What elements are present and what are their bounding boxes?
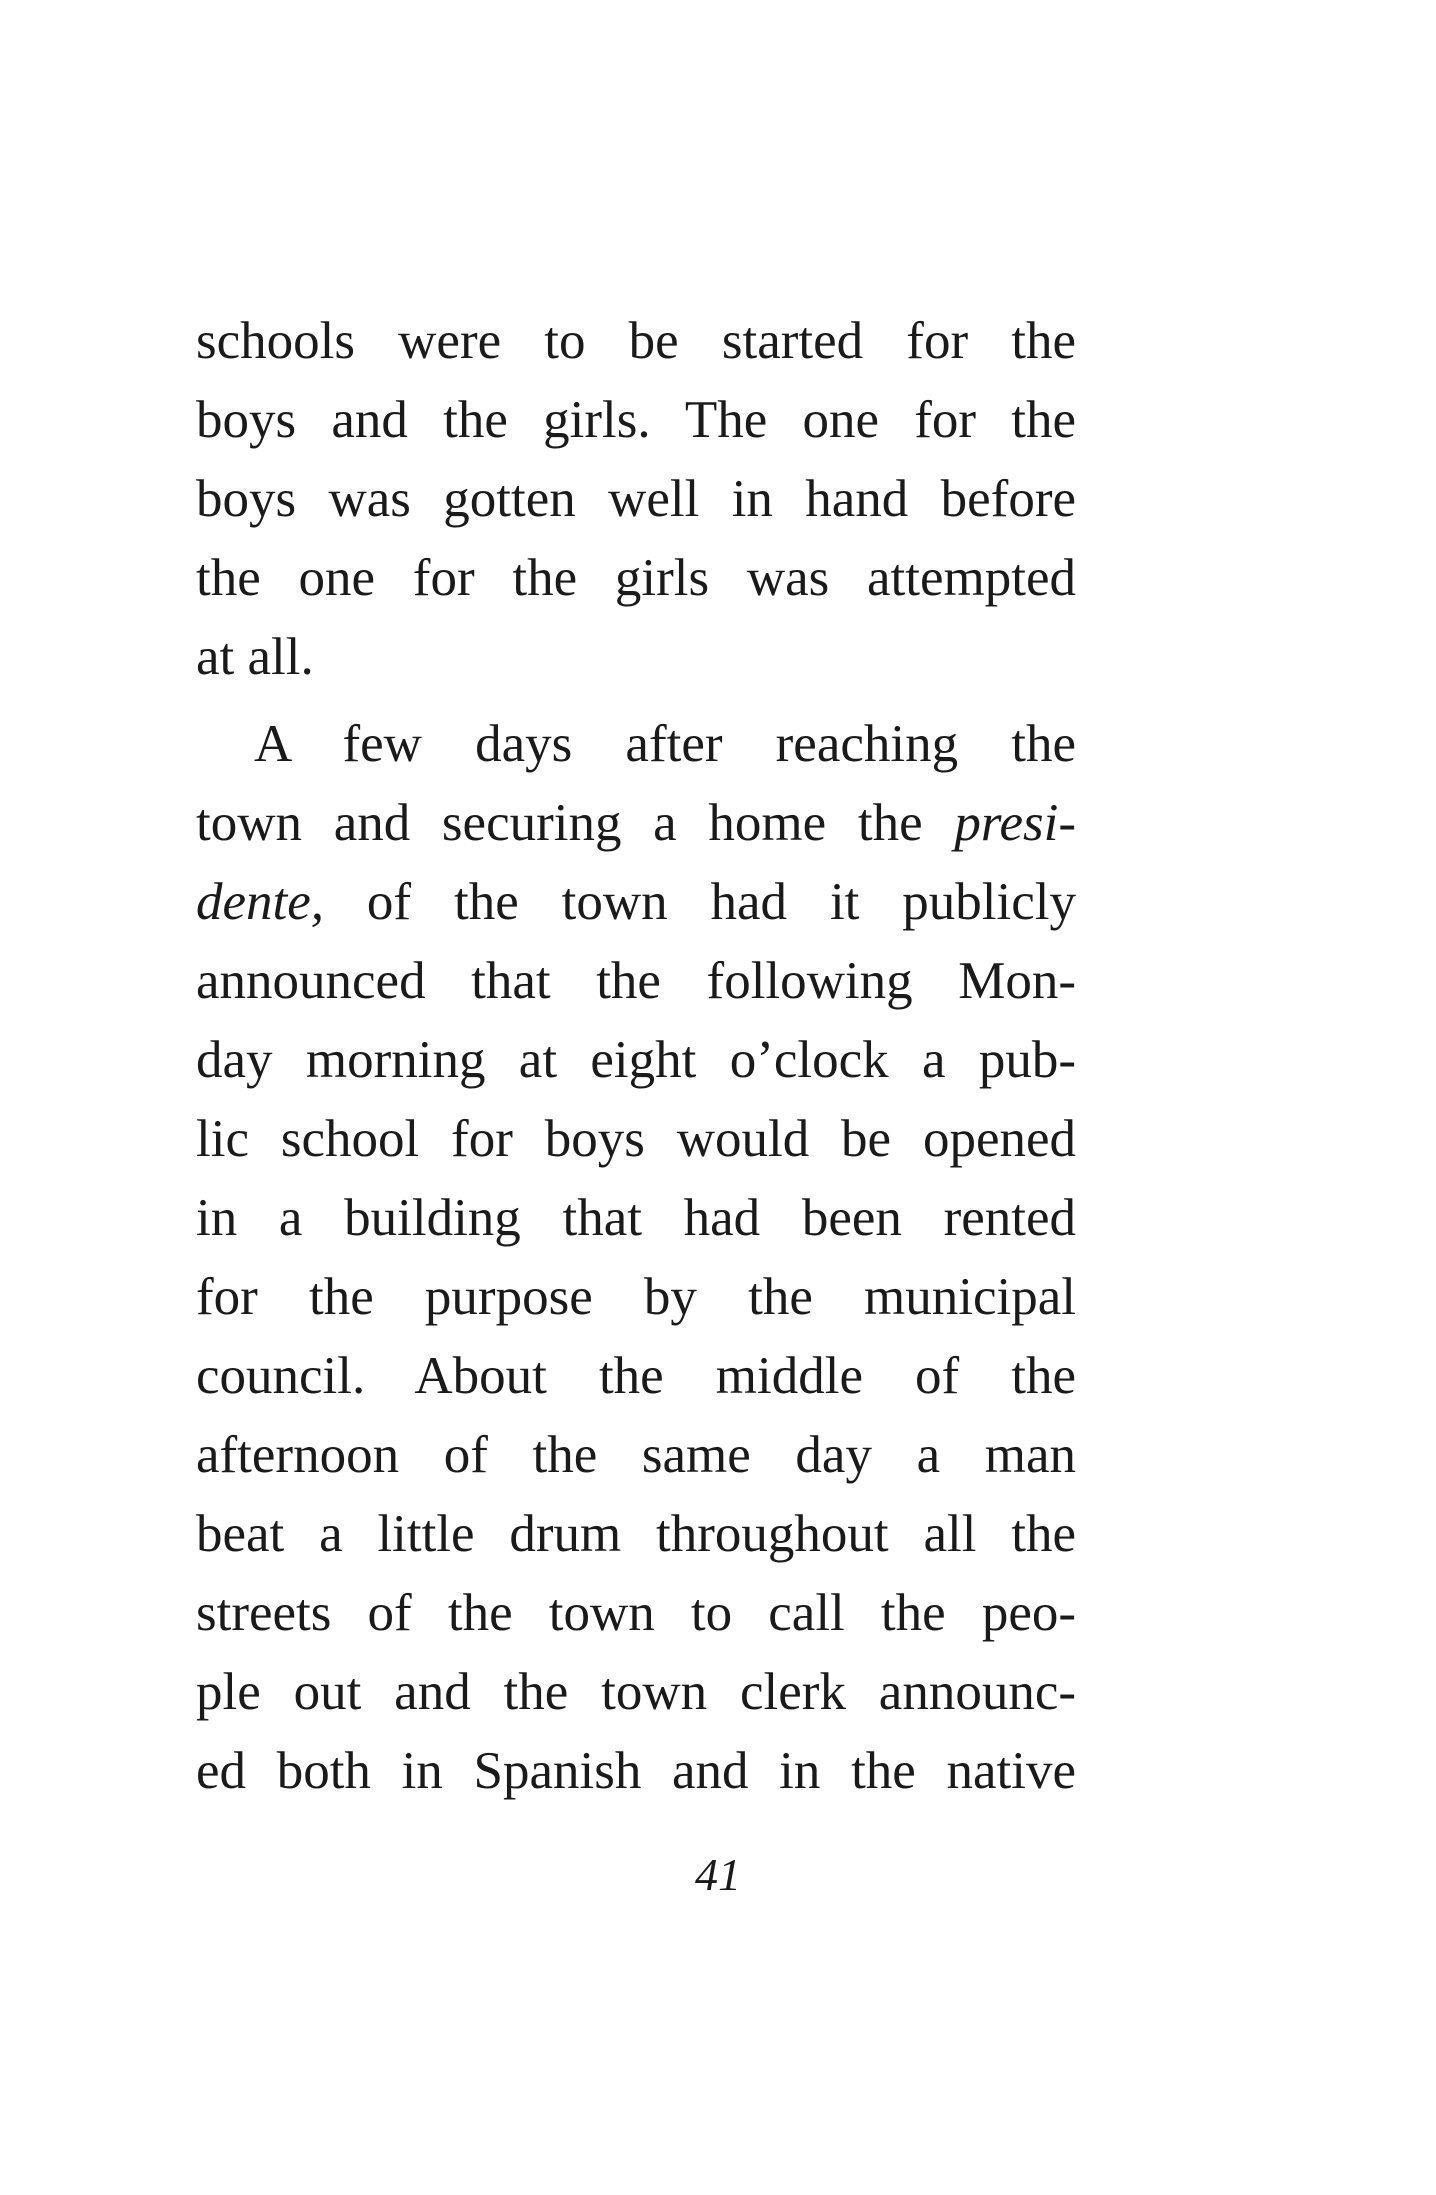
text-line: lic school for boys would be opened (196, 1110, 1076, 1168)
text-line: in a building that had been rented (196, 1189, 1076, 1247)
text-line: schools were to be started for the (196, 312, 1076, 370)
text-line: ed both in Spanish and in the native (196, 1742, 1076, 1800)
paragraph-gap (196, 697, 1076, 705)
body-text (196, 302, 1076, 1811)
paragraph-2 (196, 705, 1076, 1811)
text-line: A few days after reaching the (254, 715, 1076, 773)
text-line: afternoon of the same day a man (196, 1426, 1076, 1484)
paragraph-1 (196, 302, 1076, 697)
text-line: the one for the girls was attempted (196, 549, 1076, 607)
text-line: boys and the girls. The one for the (196, 391, 1076, 449)
text-line: town and securing a home the presi- (196, 794, 1076, 852)
text-line: ple out and the town clerk announc- (196, 1663, 1076, 1721)
italic-word: dente, (196, 873, 325, 931)
text-line: at all. (196, 628, 314, 686)
text-line: announced that the following Mon- (196, 952, 1076, 1010)
text-line: boys was gotten well in hand before (196, 470, 1076, 528)
text-line: beat a little drum throughout all the (196, 1505, 1076, 1563)
page-number: 41 (695, 1849, 741, 1900)
text-line: council. About the middle of the (196, 1347, 1076, 1405)
text-line: streets of the town to call the peo- (196, 1584, 1076, 1642)
text-line: for the purpose by the municipal (196, 1268, 1076, 1326)
italic-word: presi- (954, 794, 1076, 852)
text-line: day morning at eight o’clock a pub- (196, 1031, 1076, 1089)
text-line: dente, of the town had it publicly (196, 873, 1076, 931)
